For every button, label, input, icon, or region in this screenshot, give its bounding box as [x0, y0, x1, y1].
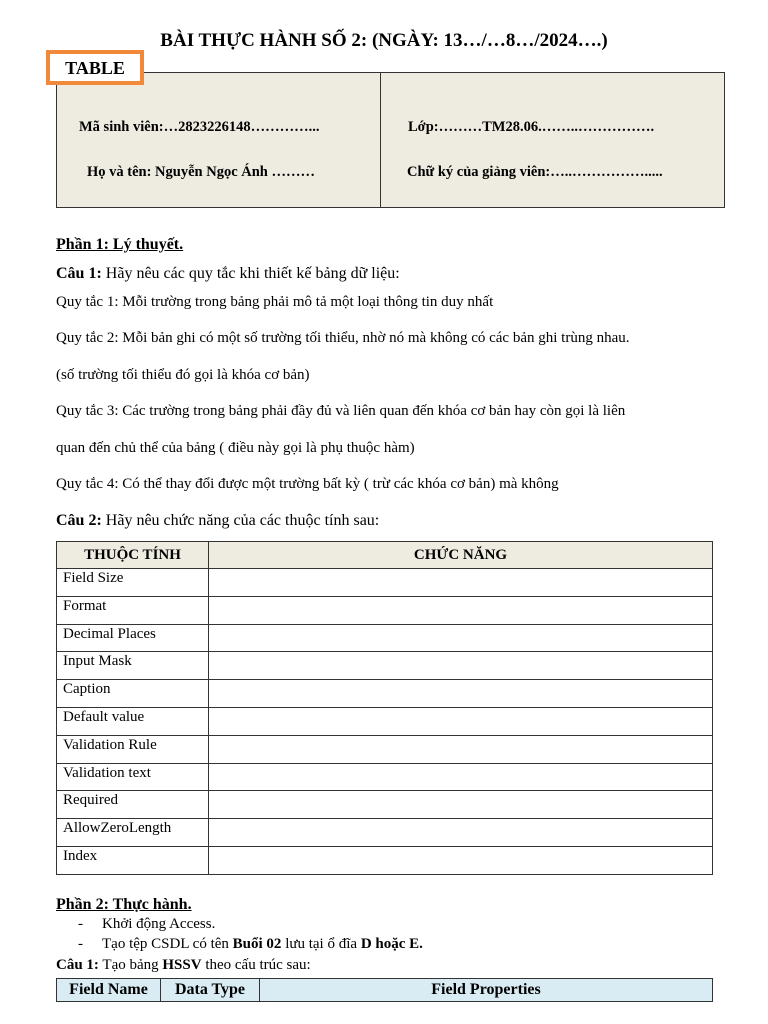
property-name: Required [57, 791, 209, 819]
table-row [57, 791, 713, 819]
part1-question2 [56, 512, 379, 530]
q2-text: Hãy nêu chức năng của các thuộc tính sau: [101, 512, 380, 529]
q1-text: Hãy nêu các quy tắc khi thiết kế bảng dữ liệu: [101, 265, 400, 282]
list-item [78, 934, 423, 954]
rule-line-4: Quy tắc 3: Các trường trong bảng phải đầy đủ và liên quan đến khóa cơ bản hay còn gọi là liên [56, 403, 626, 419]
property-name: Input Mask [57, 652, 209, 680]
list-dash: - [78, 936, 83, 952]
table-row [57, 707, 713, 735]
table-tag-label: TABLE [46, 50, 144, 85]
property-name: Caption [57, 680, 209, 708]
column-header-field-properties: Field Properties [260, 979, 713, 1002]
property-function-cell[interactable] [209, 569, 713, 597]
property-name: Default value [57, 707, 209, 735]
table-row [57, 846, 713, 874]
rule-line-3: (số trường tối thiểu đó gọi là khóa cơ bản) [56, 367, 310, 383]
property-function-cell[interactable] [209, 680, 713, 708]
p2-q1-text-a: Tạo bảng [98, 957, 163, 973]
property-name: Decimal Places [57, 624, 209, 652]
property-function-cell[interactable] [209, 624, 713, 652]
property-name: Index [57, 846, 209, 874]
part2-question1 [56, 957, 311, 974]
table-name: HSSV [162, 957, 202, 973]
list-item [78, 914, 423, 934]
column-header-data-type: Data Type [161, 979, 260, 1002]
property-name: AllowZeroLength [57, 819, 209, 847]
step-1-text: Khởi động Access. [102, 916, 216, 932]
step-2-text-a: Tạo tệp CSDL có tên [102, 936, 233, 952]
part1-question1 [56, 265, 400, 283]
rule-line-2: Quy tắc 2: Mỗi bản ghi có một số trường tối thiểu, nhờ nó mà không có các bản ghi trùng nhau. [56, 330, 630, 346]
student-id: Mã sinh viên:…2823226148…………... [79, 119, 320, 135]
property-name: Format [57, 596, 209, 624]
property-name: Field Size [57, 569, 209, 597]
table-header-row [57, 979, 713, 1002]
page-title: BÀI THỰC HÀNH SỐ 2: (NGÀY: 13…/…8…/2024….) [160, 30, 608, 51]
table-row [57, 735, 713, 763]
property-function-cell[interactable] [209, 846, 713, 874]
table-row [57, 596, 713, 624]
part2-heading: Phần 2: Thực hành. [56, 896, 192, 913]
info-divider [380, 73, 381, 207]
rule-line-6: Quy tắc 4: Có thể thay đổi được một trường bất kỳ ( trừ các khóa cơ bản) mà không [56, 476, 559, 492]
student-name: Họ và tên: Nguyễn Ngọc Ánh ……… [87, 164, 315, 180]
field-structure-table [56, 978, 713, 1002]
property-function-cell[interactable] [209, 819, 713, 847]
table-row [57, 763, 713, 791]
property-function-cell[interactable] [209, 707, 713, 735]
properties-table [56, 541, 713, 875]
lecturer-signature: Chữ ký của giảng viên:…..……………..... [407, 164, 663, 180]
property-function-cell[interactable] [209, 735, 713, 763]
property-function-cell[interactable] [209, 596, 713, 624]
drive-name: D hoặc E. [360, 936, 423, 952]
table-row [57, 819, 713, 847]
q1-label: Câu 1: [56, 265, 102, 282]
rule-line-5: quan đến chủ thể của bảng ( điều này gọi là phụ thuộc hàm) [56, 440, 415, 456]
table-row [57, 680, 713, 708]
class-field: Lớp:………TM28.06.……..……………. [408, 119, 655, 135]
property-function-cell[interactable] [209, 652, 713, 680]
column-header-property: THUỘC TÍNH [57, 542, 209, 569]
table-row [57, 569, 713, 597]
property-name: Validation text [57, 763, 209, 791]
column-header-field-name: Field Name [57, 979, 161, 1002]
q2-label: Câu 2: [56, 512, 102, 529]
column-header-function: CHỨC NĂNG [209, 542, 713, 569]
p2-q1-label: Câu 1: [56, 957, 99, 973]
list-dash: - [78, 916, 83, 932]
student-info-box [56, 72, 725, 208]
database-name: Buổi 02 [232, 936, 282, 952]
practice-steps-list [78, 914, 423, 954]
property-name: Validation Rule [57, 735, 209, 763]
p2-q1-text-c: theo cấu trúc sau: [201, 957, 311, 973]
part1-heading: Phần 1: Lý thuyết. [56, 236, 184, 253]
rule-line-1: Quy tắc 1: Mỗi trường trong bảng phải mô tả một loại thông tin duy nhất [56, 294, 494, 310]
table-row [57, 652, 713, 680]
property-function-cell[interactable] [209, 763, 713, 791]
table-row [57, 624, 713, 652]
step-2-text-c: lưu tại ổ đĩa [281, 936, 361, 952]
table-header-row [57, 542, 713, 569]
property-function-cell[interactable] [209, 791, 713, 819]
